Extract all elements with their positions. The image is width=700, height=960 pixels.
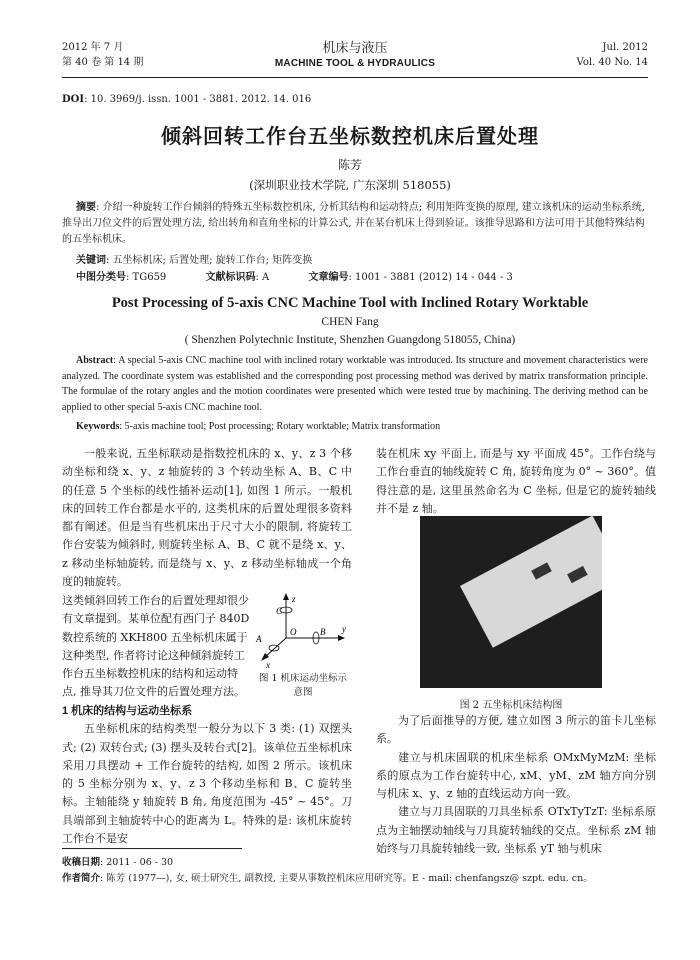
abstract-en-text: : A special 5-axis CNC machine tool with inclined rotary worktable was introduced. Its structure and movement characteristics were analyzed. The coordinate system was established and the corresponding post processing method was derived by matrix transformation principle. The formulae of the rotary angles and the motion coordinates were presented which were tested true by machining. The deriving method can be applied to other special 5-axis CNC machine tool. bbox=[62, 355, 648, 413]
axis-label: C bbox=[276, 606, 283, 616]
body-paragraph: 建立与机床固联的机床坐标系 OMxMyMzM: 坐标系的原点为工作台旋转中心, xM、yM、zM 轴方向分别与机床 x、y、z 轴的直线运动方向一致。 bbox=[376, 750, 656, 801]
received-label: 收稿日期 bbox=[62, 857, 101, 868]
journal-name-cn: 机床与液压 bbox=[322, 41, 388, 56]
received-value: : 2011 - 06 - 30 bbox=[100, 857, 174, 868]
doi-value: : 10. 3969/j. issn. 1001 - 3881. 2012. 14. 016 bbox=[84, 94, 312, 105]
machine-worktable-image bbox=[460, 516, 602, 648]
figure-2-caption: 图 2 五坐标机床结构图 bbox=[459, 700, 563, 711]
classification-cn bbox=[76, 268, 549, 283]
author-en: CHEN Fang bbox=[321, 316, 379, 328]
author-bio-text: : 陈芳 (1977—), 女, 硕士研究生, 副教授, 主要从事数控机床应用研究等。E - mail: chenfangsz@ szpt. edu. cn。 bbox=[100, 873, 593, 884]
article-number-label: 文章编号 bbox=[308, 272, 349, 283]
body-paragraph: 装在机床 xy 平面上, 而是与 xy 平面成 45°。工作台绕与工作台垂直的轴线旋转 C 角, 旋转角度为 0° ~ 360°。值得注意的是, 这里虽然命名为 C 坐标, 但是它的旋转轴线并不是 z 轴。 bbox=[376, 447, 656, 515]
paper-title-cn: 倾斜回转工作台五坐标数控机床后置处理 bbox=[161, 124, 539, 148]
footnote-rule bbox=[62, 848, 242, 849]
article-number bbox=[308, 272, 530, 283]
keywords-en bbox=[76, 421, 440, 432]
abstract-en-label: Abstract bbox=[76, 355, 114, 366]
worktable-slot bbox=[567, 566, 588, 583]
figure-1-caption: 图 1 机床运动坐标示意图 bbox=[258, 673, 348, 698]
abstract-en bbox=[62, 353, 648, 415]
article-number-value: : 1001 - 3881 (2012) 14 - 044 - 3 bbox=[348, 272, 513, 283]
header-date-en: Jul. 2012 bbox=[602, 42, 648, 53]
axis-label: A bbox=[256, 634, 262, 644]
received-date bbox=[62, 856, 660, 870]
abstract-cn-text: : 介绍一种旋转工作台倾斜的特殊五坐标数控机床, 分析其结构和运动特点; 利用矩阵变换的原理, 建立该机床的运动坐标系统, 推导出刀位文件的后置处理方法, 给出转角和直角坐标的计算公式, 并在某台机床上得到验证。该推导思路和方法可用于其他特殊结构的五坐标机床。 bbox=[62, 202, 645, 245]
header-right bbox=[577, 40, 648, 70]
abstract-cn-label: 摘要 bbox=[76, 202, 96, 213]
document-code bbox=[205, 272, 287, 283]
keywords-cn-text: : 五坐标机床; 后置处理; 旋转工作台; 矩阵变换 bbox=[106, 255, 313, 266]
keywords-cn bbox=[76, 251, 312, 266]
header-volume-cn: 第 40 卷 第 14 期 bbox=[62, 57, 144, 68]
doc-code-label: 文献标识码 bbox=[205, 272, 256, 283]
body-right-column bbox=[376, 445, 656, 518]
header-rule bbox=[62, 77, 648, 78]
clc-value: : TG659 bbox=[126, 272, 167, 283]
journal-name-en: MACHINE TOOL & HYDRAULICS bbox=[274, 58, 436, 69]
axis-label: x bbox=[266, 660, 270, 670]
doi-line bbox=[62, 94, 311, 105]
clc-number bbox=[76, 272, 184, 283]
keywords-en-label: Keywords bbox=[76, 421, 120, 432]
doc-code-value: : A bbox=[255, 272, 270, 283]
keywords-cn-label: 关键词 bbox=[76, 255, 106, 266]
body-paragraph-wrapped: 这类倾斜回转工作台的后置处理却很少有文章提到。某单位配有西门子 840D 数控系统的 XKH800 五坐标机床属于这种类型, 作者将讨论这种倾斜旋转工作台五坐标数控机床的结构和运动特点, 推导其刀位文件的后置处理方法。 bbox=[62, 594, 250, 699]
axis-label: O bbox=[290, 627, 297, 637]
figure-2-photo bbox=[420, 516, 602, 688]
axis-label: z bbox=[292, 594, 296, 604]
abstract-cn bbox=[62, 200, 648, 248]
keywords-en-text: : 5-axis machine tool; Post processing; Rotary worktable; Matrix transformation bbox=[119, 421, 441, 432]
body-left-column bbox=[62, 445, 352, 591]
section-heading: 1 机床的结构与运动坐标系 bbox=[62, 705, 193, 717]
worktable-slot bbox=[531, 562, 552, 579]
body-paragraph: 建立与刀具固联的刀具坐标系 OTxTyTzT: 坐标系原点为主轴摆动轴线与刀具旋转轴线的交点。坐标系 zM 轴始终与刀具旋转轴线一致, 坐标系 yT 轴与机床 bbox=[376, 805, 656, 856]
body-paragraph: 为了后面推导的方便, 建立如图 3 所示的笛卡儿坐标系。 bbox=[376, 714, 656, 746]
body-paragraph: 五坐标机床的结构类型一般分为以下 3 类: (1) 双摆头式; (2) 双转台式; (3) 摆头及转台式[2]。该单位五坐标机床采用刀具摆动 + 工作台旋转的结构, 如图 2 所示。该机床的 5 坐标分别为 x、y、z 3 个移动坐标和 B、C 旋转坐标。主轴能绕 y 轴旋转 B 角, 角度范围为 -45° ~ 45°。刀具端部到主轴旋转中心的距离为 L。特殊的是: 该机床旋转工作台不是安 bbox=[62, 722, 352, 846]
axis-label: B bbox=[320, 627, 326, 637]
body-right-column-lower bbox=[376, 712, 656, 858]
author-bio-label: 作者简介 bbox=[62, 873, 101, 884]
body-left-column-lower bbox=[62, 702, 352, 848]
doi-label: DOI bbox=[62, 94, 85, 105]
header-center bbox=[62, 40, 648, 71]
affiliation-en: ( Shenzhen Polytechnic Institute, Shenzhen Guangdong 518055, China) bbox=[184, 334, 516, 346]
header-date-cn: 2012 年 7 月 bbox=[62, 42, 124, 53]
author-cn: 陈芳 bbox=[337, 158, 362, 172]
header-volume-en: Vol. 40 No. 14 bbox=[576, 57, 648, 68]
affiliation-cn: (深圳职业技术学院, 广东深圳 518055) bbox=[249, 178, 451, 192]
clc-label: 中图分类号 bbox=[76, 272, 126, 283]
body-paragraph: 一般来说, 五坐标联动是指数控机床的 x、y、z 3 个移动坐标和绕 x、y、z 轴旋转的 3 个转动坐标 A、B、C 中的任意 5 个坐标的线性插补运动[1], 如图 1 所示。一般机床的回转工作台都是水平的, 这类机床的后置处理很多资料都有阐述。但是当有些机床出于尺寸大小的限制, 将旋转工作台安装为倾斜时, 则旋转坐标 A、B、C 就不是绕 x、y、z 移动坐标轴旋转, 而是绕与 x、y、z 移动坐标轴成一个角度的轴旋转。 bbox=[62, 447, 352, 589]
running-header bbox=[62, 40, 648, 80]
axis-label: y bbox=[342, 624, 346, 634]
coordinate-axes-diagram bbox=[254, 590, 350, 670]
figure-1 bbox=[254, 590, 350, 710]
paper-title-en: Post Processing of 5-axis CNC Machine Tool with Inclined Rotary Worktable bbox=[111, 295, 589, 311]
author-bio bbox=[62, 872, 660, 886]
